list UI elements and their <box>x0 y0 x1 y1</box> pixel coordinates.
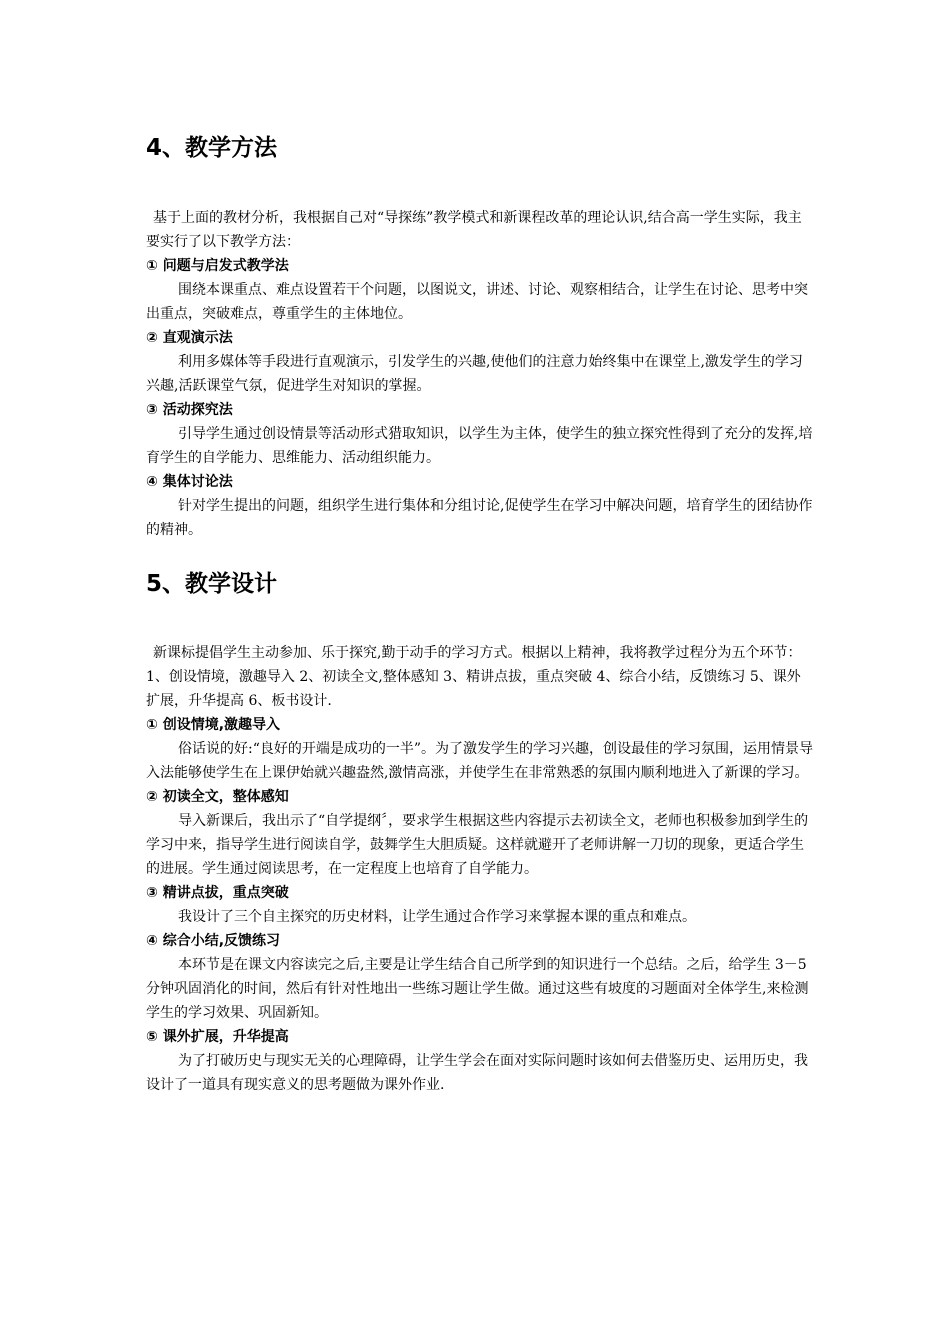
design-step-paragraph: 我设计了三个自主探究的历史材料，让学生通过合作学习来掌握本课的重点和难点。 <box>178 909 696 925</box>
document-page <box>146 0 814 1097</box>
design-step-heading: ② 初读全文，整体感知 <box>146 789 289 805</box>
design-step-heading: ⑤ 课外扩展，升华提高 <box>146 1029 289 1045</box>
method-paragraph: 利用多媒体等手段进行直观演示，引发学生的兴趣,使他们的注意力始终集中在课堂上,激发学生的学习兴趣,活跃课堂气氛，促进学生对知识的掌握。 <box>146 354 803 394</box>
design-step-paragraph: 为了打破历史与现实无关的心理障碍，让学生学会在面对实际问题时该如何去借鉴历史、运用历史，我设计了一道具有现实意义的思考题做为课外作业. <box>146 1053 808 1093</box>
section-title-teaching-design: 5、教学设计 <box>146 571 278 597</box>
design-step-heading: ④ 综合小结,反馈练习 <box>146 933 281 949</box>
method-heading: ② 直观演示法 <box>146 330 233 346</box>
design-step-paragraph: 俗话说的好:“良好的开端是成功的一半”。为了激发学生的学习兴趣，创设最佳的学习氛围，运用情景导入法能够使学生在上课伊始就兴趣盎然,激情高涨，并使学生在非常熟悉的氛围内顺利地进入了新课的学习。 <box>146 741 814 781</box>
section-intro: 基于上面的教材分析，我根据自己对“导探练”教学模式和新课程改革的理论认识,结合高一学生实际，我主要实行了以下教学方法： <box>146 210 802 250</box>
method-paragraph: 针对学生提出的问题，组织学生进行集体和分组讨论,促使学生在学习中解决问题，培育学生的团结协作的精神。 <box>146 498 813 538</box>
method-heading: ④ 集体讨论法 <box>146 474 233 490</box>
section-title-teaching-methods: 4、教学方法 <box>146 135 278 161</box>
section-intro: 新课标提倡学生主动参加、乐于探究,勤于动手的学习方式。根据以上精神，我将教学过程分为五个环节：1、创设情境，激趣导入 2、初读全文,整体感知 3、精讲点拔，重点突破 4、综合小结，反馈练习 5、课外扩展，升华提高 6、板书设计. <box>146 645 802 709</box>
method-heading: ③ 活动探究法 <box>146 402 233 418</box>
design-step-heading: ① 创设情境,激趣导入 <box>146 717 281 733</box>
design-step-heading: ③ 精讲点拔，重点突破 <box>146 885 289 901</box>
method-paragraph: 引导学生通过创设情景等活动形式猎取知识，以学生为主体，使学生的独立探究性得到了充分的发挥,培育学生的自学能力、思维能力、活动组织能力。 <box>146 426 813 466</box>
method-heading: ① 问题与启发式教学法 <box>146 258 289 274</box>
design-step-paragraph: 导入新课后，我出示了“自学提纲〞，要求学生根据这些内容提示去初读全文，老师也积极参加到学生的学习中来，指导学生进行阅读自学，鼓舞学生大胆质疑。这样就避开了老师讲解一刀切的现象，更适合学生的进展。学生通过阅读思考，在一定程度上也培育了自学能力。 <box>146 813 809 877</box>
design-step-paragraph: 本环节是在课文内容读完之后,主要是让学生结合自己所学到的知识进行一个总结。之后，给学生 3－5 分钟巩固消化的时间，然后有针对性地出一些练习题让学生做。通过这些有坡度的习题面对全体学生,来检测学生的学习效果、巩固新知。 <box>146 957 809 1021</box>
method-paragraph: 围绕本课重点、难点设置若干个问题，以图说文，讲述、讨论、观察相结合，让学生在讨论、思考中突出重点，突破难点，尊重学生的主体地位。 <box>146 282 808 322</box>
